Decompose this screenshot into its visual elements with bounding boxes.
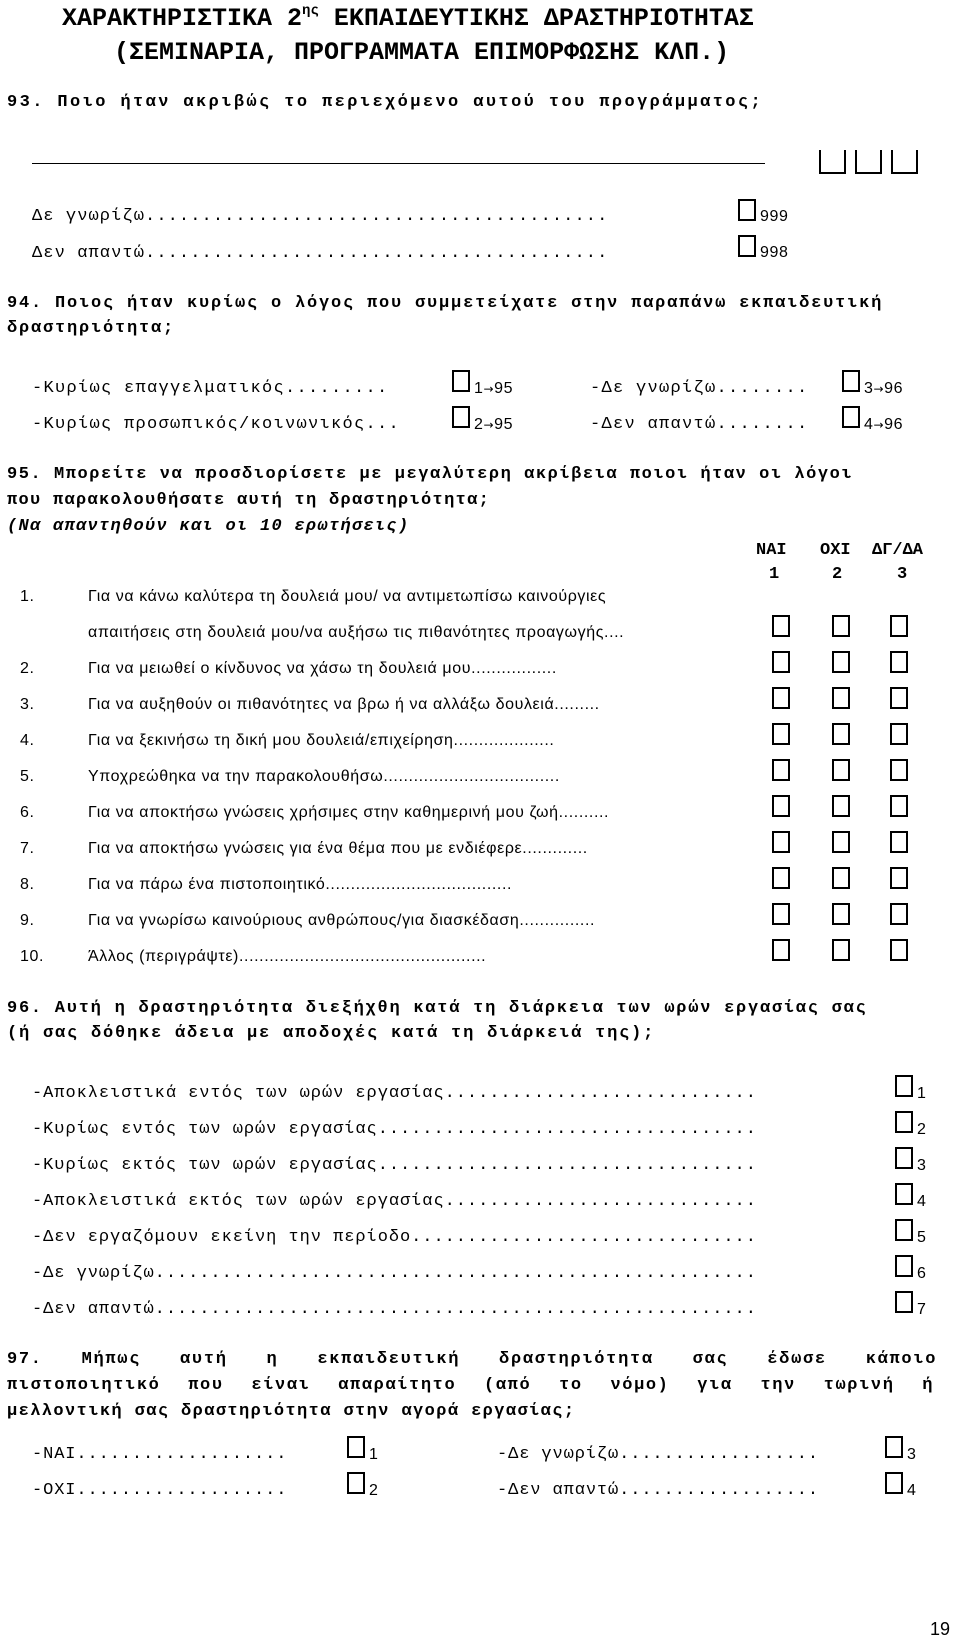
question-97-cont: μελλοντική σας δραστηριότητα στην αγορά εργασίας; (7, 1402, 576, 1421)
q97-option-code: 1 (369, 1446, 379, 1463)
q94-option-code: 2→95 (474, 416, 514, 433)
answer-line (32, 163, 765, 164)
q95-item9-yes-checkbox[interactable] (772, 903, 790, 925)
q95-item6-no-checkbox[interactable] (832, 795, 850, 817)
q95-item1-yes-checkbox[interactable] (772, 615, 790, 637)
q95-item-number: 2. (20, 660, 35, 677)
q96-checkbox-3[interactable] (895, 1147, 913, 1169)
q95-item1-no-checkbox[interactable] (832, 615, 850, 637)
q95-item3-yes-checkbox[interactable] (772, 687, 790, 709)
column-header-no: ΟΧΙ (820, 541, 851, 560)
q95-item-number: 5. (20, 768, 35, 785)
q95-item-text: απαιτήσεις στη δουλειά μου/να αυξήσω τις πιθανότητες προαγωγής.... (88, 624, 625, 641)
q95-item-number: 8. (20, 876, 35, 893)
q95-item-number: 1. (20, 588, 35, 605)
q96-checkbox-1[interactable] (895, 1075, 913, 1097)
q97-checkbox-3[interactable] (885, 1436, 903, 1458)
q95-item9-dk-checkbox[interactable] (890, 903, 908, 925)
q94-option-label: -Κυρίως επαγγελματικός......... (32, 379, 389, 398)
q95-item-text: Για να κάνω καλύτερα τη δουλειά μου/ να αντιμετωπίσω καινούργιες (88, 588, 607, 605)
q93-checkbox-999[interactable] (738, 199, 756, 221)
q95-item1-dk-checkbox[interactable] (890, 615, 908, 637)
q95-item8-yes-checkbox[interactable] (772, 867, 790, 889)
q95-item-number: 3. (20, 696, 35, 713)
question-94: 94. Ποιος ήταν κυρίως ο λόγος που συμμετείχατε στην παραπάνω εκπαιδευτική (7, 294, 884, 313)
q96-checkbox-2[interactable] (895, 1111, 913, 1133)
q97-checkbox-2[interactable] (347, 1472, 365, 1494)
q96-option-label: -Κυρίως εκτός των ωρών εργασίας.................................. (32, 1156, 757, 1175)
q95-item6-dk-checkbox[interactable] (890, 795, 908, 817)
q94-checkbox-1[interactable] (452, 370, 470, 392)
q96-checkbox-7[interactable] (895, 1291, 913, 1313)
q95-item-number: 7. (20, 840, 35, 857)
question-95: 95. Μπορείτε να προσδιορίσετε με μεγαλύτερη ακρίβεια ποιοι ήταν οι λόγοι (7, 465, 854, 484)
q95-item6-yes-checkbox[interactable] (772, 795, 790, 817)
column-code-1: 1 (769, 565, 780, 584)
page-subtitle: (ΣΕΜΙΝΑΡΙΑ, ΠΡΟΓΡΑΜΜΑΤΑ ΕΠΙΜΟΡΦΩΣΗΣ ΚΛΠ.) (114, 38, 730, 67)
q95-item-text: Για να πάρω ένα πιστοποιητικό..................................... (88, 876, 513, 893)
q97-option-label: -ΝΑΙ................... (32, 1445, 288, 1464)
q93-option-code: 998 (760, 244, 789, 261)
q93-option-code: 999 (760, 208, 789, 225)
q93-checkbox-998[interactable] (738, 235, 756, 257)
question-96-cont: (ή σας δόθηκε άδεια με αποδοχές κατά τη διάρκειά της); (7, 1024, 656, 1043)
q94-option-code: 4→96 (864, 416, 904, 433)
q95-item-text: Υποχρεώθηκα να την παρακολουθήσω................................... (88, 768, 560, 785)
question-97-cont: πιστοποιητικό που είναι απαραίτητο (από το νόμο) για την τωρινή ή (7, 1376, 935, 1395)
q95-item3-no-checkbox[interactable] (832, 687, 850, 709)
q95-item-text: Για να γνωρίσω καινούριους ανθρώπους/για διασκέδαση............... (88, 912, 596, 929)
q95-item-text: Για να μειωθεί ο κίνδυνος να χάσω τη δουλειά μου................. (88, 660, 557, 677)
q94-option-label: -Δε γνωρίζω........ (590, 379, 809, 398)
question-97: 97. Μήπως αυτή η εκπαιδευτική δραστηριότητα σας έδωσε κάποιο (7, 1350, 938, 1369)
page-number: 19 (930, 1619, 951, 1639)
q95-item8-dk-checkbox[interactable] (890, 867, 908, 889)
q94-option-code: 1→95 (474, 380, 514, 397)
q94-option-code: 3→96 (864, 380, 904, 397)
q95-item-text: Για να αποκτήσω γνώσεις για ένα θέμα που με ενδιέφερε............. (88, 840, 588, 857)
q95-item2-yes-checkbox[interactable] (772, 651, 790, 673)
q96-option-code: 4 (917, 1193, 927, 1210)
q95-item4-yes-checkbox[interactable] (772, 723, 790, 745)
q97-checkbox-1[interactable] (347, 1436, 365, 1458)
q95-item-text: Άλλος (περιγράψτε)................................................. (88, 948, 487, 965)
q95-item3-dk-checkbox[interactable] (890, 687, 908, 709)
q95-item9-no-checkbox[interactable] (832, 903, 850, 925)
q96-option-code: 7 (917, 1301, 927, 1318)
question-95-instruction: (Να απαντηθούν και οι 10 ερωτήσεις) (7, 517, 410, 536)
q95-item5-dk-checkbox[interactable] (890, 759, 908, 781)
column-code-2: 2 (832, 565, 843, 584)
q96-checkbox-4[interactable] (895, 1183, 913, 1205)
page-title: ΧΑΡΑΚΤΗΡΙΣΤΙΚΑ $2^{\eta\varsigma}$ ΕΚΠΑΙΔΕΥΤΙΚΗΣ ΔΡΑΣΤΗΡΙΟΤΗΤΑΣ (62, 3, 754, 33)
column-code-3: 3 (897, 565, 908, 584)
q95-item-text: Για να αποκτήσω γνώσεις χρήσιμες στην καθημερινή μου ζωή.......... (88, 804, 610, 821)
q94-checkbox-4[interactable] (842, 406, 860, 428)
q95-item-number: 10. (20, 948, 45, 965)
q96-option-code: 1 (917, 1085, 927, 1102)
q95-item-text: Για να αυξηθούν οι πιθανότητες να βρω ή να αλλάξω δουλειά......... (88, 696, 600, 713)
q94-option-label: -Δεν απαντώ........ (590, 415, 809, 434)
q95-item5-yes-checkbox[interactable] (772, 759, 790, 781)
q97-option-code: 4 (907, 1482, 917, 1499)
q96-option-label: -Κυρίως εντός των ωρών εργασίας.................................. (32, 1120, 757, 1139)
q96-option-label: -Δεν απαντώ...................................................... (32, 1300, 757, 1319)
q94-option-label: -Κυρίως προσωπικός/κοινωνικός... (32, 415, 401, 434)
question-94-cont: δραστηριότητα; (7, 319, 176, 338)
q96-option-code: 6 (917, 1265, 927, 1282)
q97-checkbox-4[interactable] (885, 1472, 903, 1494)
column-header-yes: ΝΑΙ (756, 541, 787, 560)
q96-checkbox-6[interactable] (895, 1255, 913, 1277)
q95-item10-yes-checkbox[interactable] (772, 939, 790, 961)
q97-option-label: -Δε γνωρίζω.................. (497, 1445, 819, 1464)
q96-option-code: 3 (917, 1157, 927, 1174)
question-95-cont: που παρακολουθήσατε αυτή τη δραστηριότητα; (7, 491, 491, 510)
q94-checkbox-2[interactable] (452, 406, 470, 428)
q95-item2-dk-checkbox[interactable] (890, 651, 908, 673)
q95-item-number: 9. (20, 912, 35, 929)
q93-option-label: Δε γνωρίζω......................................... (32, 207, 609, 226)
q96-option-label: -Δε γνωρίζω...................................................... (32, 1264, 757, 1283)
q95-item-number: 4. (20, 732, 35, 749)
q95-item8-no-checkbox[interactable] (832, 867, 850, 889)
q97-option-label: -Δεν απαντώ.................. (497, 1481, 819, 1500)
q95-item10-no-checkbox[interactable] (832, 939, 850, 961)
q96-option-label: -Αποκλειστικά εκτός των ωρών εργασίας............................ (32, 1192, 757, 1211)
q95-item7-no-checkbox[interactable] (832, 831, 850, 853)
q93-option-label: Δεν απαντώ......................................... (32, 244, 609, 263)
column-header-dk: ΔΓ/ΔΑ (872, 541, 924, 560)
q94-checkbox-3[interactable] (842, 370, 860, 392)
q95-item7-yes-checkbox[interactable] (772, 831, 790, 853)
question-96: 96. Αυτή η δραστηριότητα διεξήχθη κατά τη διάρκεια των ωρών εργασίας σας (7, 999, 868, 1018)
q95-item5-no-checkbox[interactable] (832, 759, 850, 781)
q95-item7-dk-checkbox[interactable] (890, 831, 908, 853)
q96-option-code: 5 (917, 1229, 927, 1246)
q95-item10-dk-checkbox[interactable] (890, 939, 908, 961)
q96-option-label: -Δεν εργαζόμουν εκείνη την περίοδο............................... (32, 1228, 757, 1247)
q97-option-code: 3 (907, 1446, 917, 1463)
q95-item4-dk-checkbox[interactable] (890, 723, 908, 745)
q95-item-text: Για να ξεκινήσω τη δική μου δουλειά/επιχείρηση.................... (88, 732, 555, 749)
question-93: 93. Ποιο ήταν ακριβώς το περιεχόμενο αυτού του προγράμματος; (7, 93, 764, 112)
q97-option-code: 2 (369, 1482, 379, 1499)
q95-item-number: 6. (20, 804, 35, 821)
q95-item2-no-checkbox[interactable] (832, 651, 850, 673)
q96-option-label: -Αποκλειστικά εντός των ωρών εργασίας............................ (32, 1084, 757, 1103)
q97-option-label: -ΟΧΙ................... (32, 1481, 288, 1500)
q96-option-code: 2 (917, 1121, 927, 1138)
q95-item4-no-checkbox[interactable] (832, 723, 850, 745)
q96-checkbox-5[interactable] (895, 1219, 913, 1241)
